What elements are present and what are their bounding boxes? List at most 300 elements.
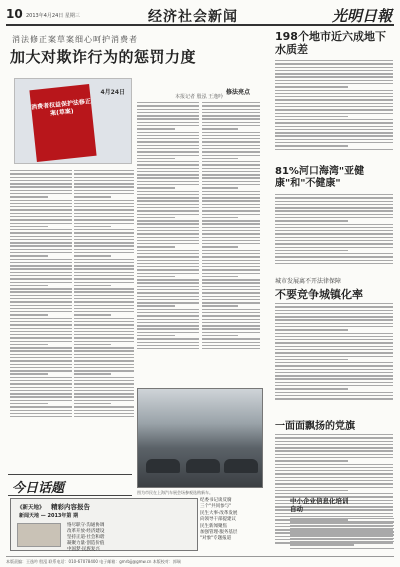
text-line [137,197,199,198]
text-line [275,240,393,241]
text-line [137,332,199,333]
text-line [202,207,260,208]
text-line [10,321,72,322]
text-line [275,132,393,133]
text-line [275,437,393,438]
list-item[interactable]: "对象"专题报道 [200,536,232,542]
text-line [202,141,260,142]
text-line [137,174,199,175]
text-line [137,250,199,251]
ad-subtitle: 新闻天地 — 2013年第 期 [19,513,79,519]
text-line [74,291,134,292]
text-line [10,301,72,302]
text-line [202,138,260,139]
text-line [275,323,393,324]
text-line [10,196,48,197]
text-line [275,230,393,231]
text-line [202,312,260,313]
headline-urbanization[interactable]: 不要竞争城镇化率 [275,288,363,301]
text-line [275,464,393,465]
text-line [74,354,134,355]
text-line [10,275,72,276]
text-line [202,243,260,244]
text-line [74,216,134,217]
book-cover: 消费者权益保护法修正案(草案) [29,84,96,162]
text-line [137,276,175,277]
text-line [74,380,134,381]
text-line [275,204,393,205]
text-line [10,216,72,217]
text-line [137,141,199,142]
text-line [275,73,393,74]
text-line [275,227,393,228]
text-line [275,342,393,343]
text-line [275,378,393,379]
text-line [275,260,393,261]
text-line [202,145,260,146]
ad-thumbnail [17,523,61,547]
text-line [275,444,393,445]
text-line [10,396,72,397]
text-line [275,375,393,376]
sme-headline[interactable]: 中小企业信息化培训自动 [290,497,349,513]
text-line [275,135,393,136]
text-line [74,278,134,279]
text-line [275,398,393,399]
headline-party-flag[interactable]: 一面面飘扬的党旗 [275,421,355,432]
body-text [10,170,72,417]
text-line [137,161,199,162]
text-line [74,367,134,368]
text-line [202,342,260,343]
text-line [290,538,394,539]
text-line [275,109,393,110]
text-line [137,299,199,300]
text-line [74,252,134,253]
text-line [275,356,393,357]
list-item[interactable]: 纪委书记谈反腐 [200,498,232,503]
text-line [202,325,260,326]
article-column-3 [137,102,199,351]
text-line [275,336,393,337]
text-line [275,392,393,393]
text-line [137,260,199,261]
text-line [137,223,199,224]
text-line [137,220,199,221]
text-line [275,201,393,202]
text-line [74,334,134,335]
issue-date: 2013年4月24日 星期三 [26,13,80,19]
text-line [275,263,393,264]
text-line [137,240,199,241]
article-column-r1 [275,60,393,152]
text-line [10,393,72,394]
text-line [74,387,134,388]
headline-groundwater[interactable]: 198个地市近六成地下水质差 [275,30,386,56]
text-line [137,118,199,119]
text-line [202,181,260,182]
text-line [10,344,48,345]
text-line [202,299,260,300]
text-line [74,288,134,289]
text-line [202,158,238,159]
text-line [10,360,72,361]
text-line [202,263,260,264]
text-line [202,328,260,329]
text-line [10,324,72,325]
text-line [137,325,199,326]
text-line [74,200,134,201]
text-line [74,396,134,397]
text-line [202,273,260,274]
text-line [137,132,199,133]
text-line [275,310,393,311]
text-line [275,194,393,195]
text-line [202,197,260,198]
text-line [275,210,393,211]
text-line [137,128,175,129]
text-line [137,184,199,185]
text-line [290,544,354,545]
text-line [74,183,134,184]
text-line [10,209,72,210]
text-line [10,265,72,266]
text-line [10,373,48,374]
text-line [202,184,260,185]
text-line [74,377,134,378]
text-line [10,364,72,365]
text-line [275,319,393,320]
text-line [275,441,393,442]
text-line [137,148,199,149]
text-line [10,259,72,260]
text-line [275,369,393,370]
text-line [74,262,134,263]
text-line [74,403,111,404]
text-line [275,224,393,225]
text-line [10,357,72,358]
ad-item[interactable]: 坚持正道·社会和谐 [67,535,105,540]
text-line [74,170,134,171]
text-line [137,145,199,146]
text-line [137,200,199,201]
text-line [202,187,238,188]
text-line [275,329,348,330]
text-line [74,209,134,210]
text-line [10,200,72,201]
body-text [290,518,394,549]
text-line [74,301,134,302]
ad-item[interactable]: 中国梦·民族复兴 [67,547,100,552]
ad-item[interactable]: 凝聚力量·创造价值 [67,541,105,546]
text-line [74,229,134,230]
text-line [74,190,134,191]
text-line [137,302,199,303]
text-line [275,60,393,61]
text-line [10,268,72,269]
list-item[interactable]: 向领导干部提建议 [200,517,236,523]
text-line [275,460,348,461]
text-line [137,191,199,192]
text-line [10,337,72,338]
text-line [74,364,134,365]
text-line [74,347,134,348]
text-line [137,322,199,323]
text-line [74,370,134,371]
text-line [10,410,72,411]
text-line [74,186,134,187]
text-line [202,118,260,119]
text-line [10,170,72,171]
text-line [202,194,260,195]
text-line [74,196,111,197]
text-line [202,115,260,116]
text-line [137,286,199,287]
text-line [275,207,393,208]
text-line [137,105,199,106]
text-line [290,518,394,519]
list-item[interactable]: 加强管理·服务基层 [200,530,238,536]
list-item[interactable]: 民生大事·改革发展 [200,510,238,516]
text-line [275,457,393,458]
article-column-r2 [275,194,393,266]
text-line [74,328,134,329]
text-line [10,219,72,220]
ad-item[interactable]: 恪尽职守·沟通协调 [67,523,105,528]
text-line [74,245,134,246]
text-line [137,279,199,280]
text-line [74,416,134,417]
text-line [10,272,72,273]
text-line [10,298,72,299]
text-line [275,372,393,373]
text-line [137,138,199,139]
text-line [10,190,72,191]
text-line [137,155,199,156]
text-line [10,255,48,256]
text-line [137,151,199,152]
text-line [202,276,238,277]
text-line [74,226,111,227]
text-line [275,233,393,234]
text-line [202,250,260,251]
headline-estuary[interactable]: 81%河口海湾"亚健康"和"不健康" [275,166,365,189]
text-line [275,83,393,84]
text-line [275,316,393,317]
text-line [275,220,348,221]
text-line [275,217,393,218]
text-line [275,113,393,114]
text-line [137,109,199,110]
text-line [10,180,72,181]
text-line [74,298,134,299]
text-line [202,230,260,231]
text-line [202,204,260,205]
car-shape [224,459,258,473]
text-line [10,403,48,404]
news-photo[interactable] [137,388,263,488]
text-line [74,373,111,374]
text-line [137,158,175,159]
text-line [10,252,72,253]
article-column-4 [202,102,260,351]
text-line [10,245,72,246]
text-line [275,256,393,257]
text-line [10,318,72,319]
text-line [137,243,199,244]
text-line [10,242,72,243]
text-line [275,477,393,478]
book-day: 4月24日 [100,89,125,96]
text-line [10,203,72,204]
text-line [275,93,393,94]
text-line [74,249,134,250]
text-line [275,80,393,81]
text-line [74,360,134,361]
text-line [290,548,394,549]
text-line [10,380,72,381]
text-line [202,148,260,149]
ad-item-list [67,523,195,553]
text-line [137,112,199,113]
text-line [202,253,260,254]
text-line [275,243,393,244]
text-line [10,226,48,227]
text-line [275,313,393,314]
body-text [202,102,260,349]
text-line [74,285,111,286]
text-line [10,354,72,355]
text-line [275,365,393,366]
text-line [202,223,260,224]
text-line [275,76,393,77]
text-line [275,250,348,251]
text-line [202,289,260,290]
text-line [202,171,260,172]
text-line [137,338,199,339]
text-line [137,266,199,267]
text-line [10,413,72,414]
text-line [74,331,134,332]
text-line [275,70,393,71]
text-line [290,541,394,542]
text-line [275,467,393,468]
text-line [74,324,134,325]
text-line [202,233,260,234]
body-text [275,303,393,400]
text-line [275,362,393,363]
text-line [202,191,260,192]
text-line [275,86,348,87]
text-line [275,129,393,130]
text-line [74,305,134,306]
text-line [137,171,199,172]
text-line [202,174,260,175]
text-line [275,96,393,97]
article-column-1 [10,170,72,419]
text-line [202,177,260,178]
text-line [74,206,134,207]
text-line [74,239,134,240]
advertisement[interactable] [10,498,198,551]
text-line [137,210,199,211]
text-line [137,269,199,270]
text-line [290,521,394,522]
text-line [202,220,260,221]
text-line [275,90,393,91]
text-line [74,282,134,283]
text-line [74,232,134,233]
text-line [275,139,393,140]
text-line [10,183,72,184]
text-line [137,253,199,254]
text-line [290,525,394,526]
text-line [202,168,260,169]
text-line [275,142,393,143]
text-line [74,400,134,401]
body-text [137,102,199,349]
text-line [137,342,199,343]
masthead [6,4,394,26]
text-line [202,266,260,267]
text-line [74,242,134,243]
text-line [137,164,199,165]
text-line [74,390,134,391]
text-line [202,105,260,106]
text-line [10,390,72,391]
text-line [74,203,134,204]
body-text [275,60,393,150]
list-item[interactable]: 民生新闻聚焦 [200,523,227,529]
text-line [137,312,199,313]
text-line [202,348,260,349]
text-line [10,308,72,309]
book-image [14,78,132,164]
text-line [74,311,134,312]
text-line [10,350,72,351]
text-line [202,214,260,215]
text-line [74,268,134,269]
text-line [275,447,393,448]
ad-item[interactable]: 改革开放·经济建设 [67,529,105,534]
text-line [10,400,72,401]
text-line [10,370,72,371]
text-line [74,173,134,174]
text-line [202,305,238,306]
text-line [10,295,72,296]
kicker-urbanization: 城市发展离不开法律保障 [275,278,342,285]
car-shape [146,459,180,473]
text-line [137,115,199,116]
text-line [202,256,260,257]
text-line [202,319,260,320]
text-line [74,213,134,214]
ad-title: 精彩内容报告 [51,503,90,511]
list-item[interactable]: 三个"共同参与" [200,504,232,510]
text-line [74,344,111,345]
text-line [275,352,393,353]
lead-headline[interactable]: 加大对欺诈行为的惩罚力度 [10,48,197,66]
text-line [137,230,199,231]
text-line [275,450,393,451]
text-line [275,480,393,481]
text-line [275,339,393,340]
text-line [275,333,393,334]
text-line [74,255,111,256]
body-text [275,194,393,264]
text-line [275,103,393,104]
text-line [137,122,199,123]
